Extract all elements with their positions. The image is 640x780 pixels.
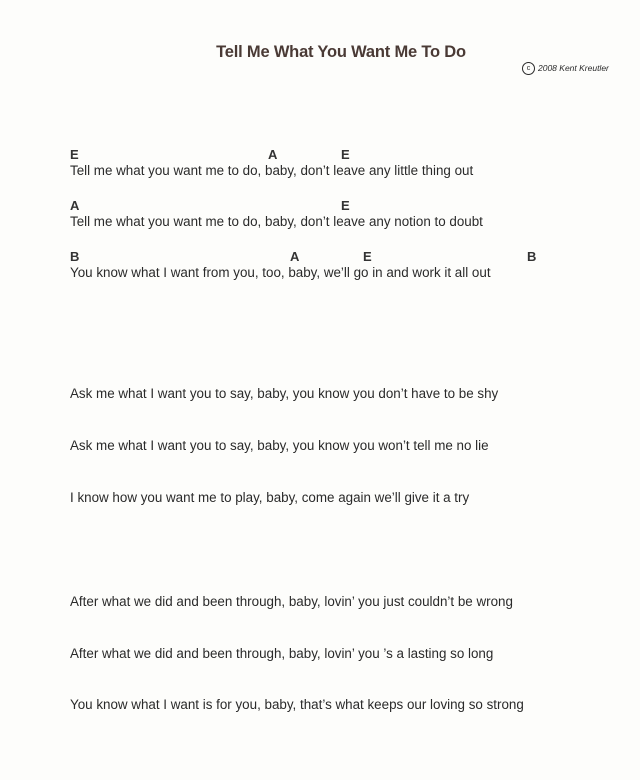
copyright-icon: c (522, 62, 535, 75)
chord-row-2 (0, 198, 640, 214)
chord-label: A (268, 147, 278, 162)
chord-label: E (70, 147, 79, 162)
chord-label: B (527, 249, 537, 264)
lyric-line: Tell me what you want me to do, baby, don’t leave any notion to doubt (70, 214, 483, 229)
chord-label: B (70, 249, 80, 264)
lyric-line: Tell me what you want me to do, baby, don’t leave any little thing out (70, 163, 474, 178)
page-title: Tell Me What You Want Me To Do (216, 43, 466, 61)
copyright-notice (522, 62, 609, 75)
lyric-line: After what we did and been through, baby, lovin’ you just couldn’t be wrong (70, 594, 513, 609)
chord-row-3 (0, 249, 640, 265)
lyric-line: You know what I want is for you, baby, that’s what keeps our loving so strong (70, 697, 524, 712)
lyric-line: You know what I want from you, too, baby, we’ll go in and work it all out (70, 265, 491, 280)
lyric-line: After what we did and been through, baby, lovin’ you ’s a lasting so long (70, 646, 494, 661)
chord-row-1 (0, 147, 640, 163)
chord-label: A (290, 249, 300, 264)
chord-label: A (70, 198, 80, 213)
copyright-text: 2008 Kent Kreutler (538, 62, 609, 73)
chord-label: E (363, 249, 372, 264)
lyric-line: I know how you want me to play, baby, come again we’ll give it a try (70, 490, 470, 505)
lyric-line: Ask me what I want you to say, baby, you know you don’t have to be shy (70, 386, 499, 401)
lyric-line: Ask me what I want you to say, baby, you know you won’t tell me no lie (70, 438, 489, 453)
chord-label: E (341, 198, 350, 213)
chord-label: E (341, 147, 350, 162)
